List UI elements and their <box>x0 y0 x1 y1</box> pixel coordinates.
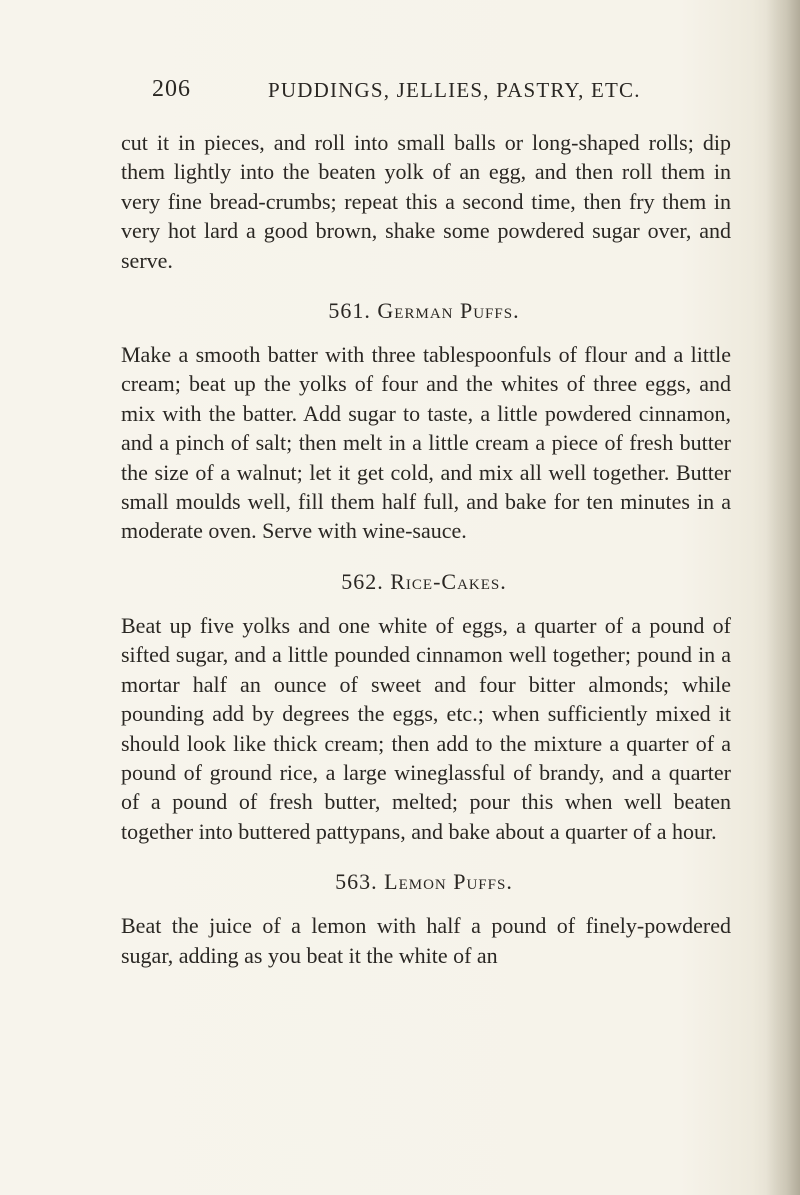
page-edge-shadow <box>766 0 800 1195</box>
recipe-title: Rice-Cakes. <box>390 568 507 594</box>
running-head: PUDDINGS, JELLIES, PASTRY, ETC. <box>268 78 641 102</box>
recipe-body-562: Beat up five yolks and one white of eggs, a quarter of a pound of sifted sugar, and a little pounded cinnamon well together; pound in a mortar half an ounce of sweet and four bitter almonds; while pounding add by degrees the eggs, etc.; when sufficiently mixed it should look like thick cream; then add to the mixture a quarter of a pound of ground rice, a large wineglassful of brandy, and a quarter of a pound of fresh butter, melted; pour this when well beaten together into buttered pattypans, and bake about a quarter of a hour. <box>121 612 731 844</box>
recipe-number: 561. <box>328 298 371 324</box>
recipe-number: 563. <box>335 869 378 895</box>
recipe-body-563: Beat the juice of a lemon with half a pound of finely-powdered sugar, adding as you beat it the white of an <box>121 913 731 968</box>
page-content <box>121 128 731 970</box>
recipe-heading-561 <box>121 298 731 324</box>
recipe-number: 562. <box>341 568 384 594</box>
recipe-title: German Puffs. <box>377 298 520 324</box>
page-number: 206 <box>152 76 191 102</box>
recipe-heading-562 <box>121 569 731 595</box>
page-header <box>152 76 712 112</box>
recipe-body-561: Make a smooth batter with three tablespoonfuls of flour and a little cream; beat up the yolks of four and the whites of three eggs, and mix with the batter. Add sugar to taste, a little powdered cinnamon, and a pinch of salt; then melt in a little cream a piece of fresh butter the size of a walnut; let it get cold, and mix all well together. Butter small moulds well, fill them half full, and bake for ten minutes in a moderate oven. Serve with wine-sauce. <box>121 342 731 544</box>
intro-paragraph: cut it in pieces, and roll into small balls or long-shaped rolls; dip them lightly into the beaten yolk of an egg, and then roll them in very fine bread-crumbs; repeat this a second time, then fry them in very hot lard a good brown, shake some powdered sugar over, and serve. <box>121 130 731 273</box>
recipe-title: Lemon Puffs. <box>384 869 513 895</box>
recipe-heading-563 <box>121 869 731 895</box>
